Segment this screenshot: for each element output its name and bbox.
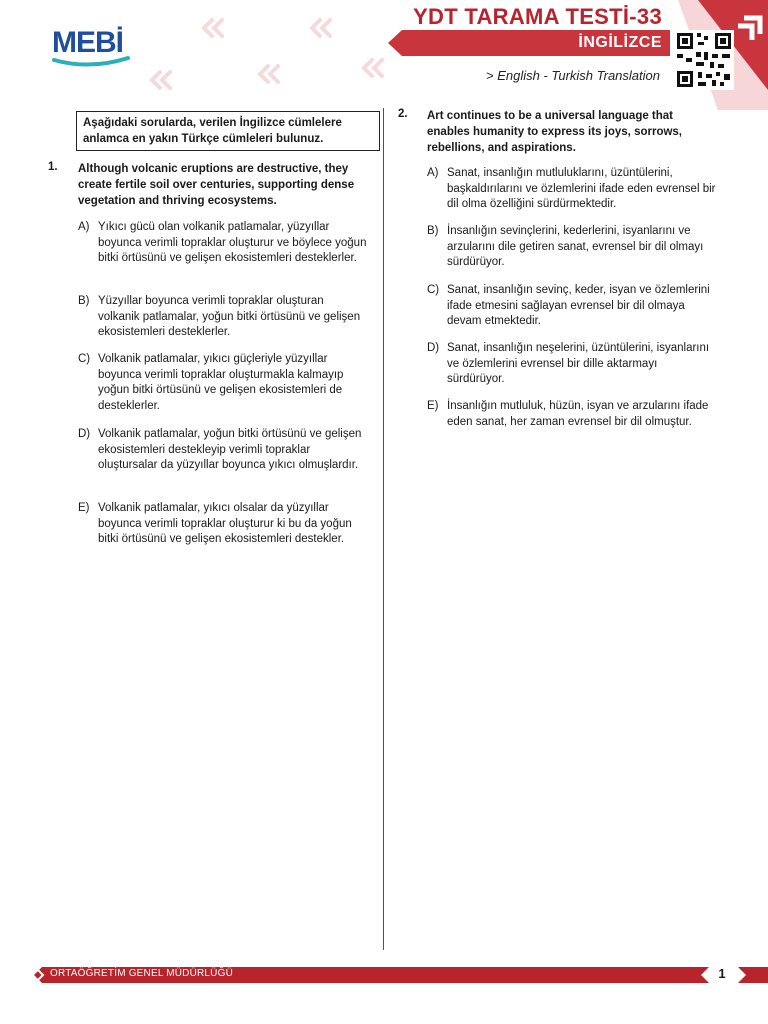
qr-code-icon[interactable]: [674, 30, 734, 90]
option-text: Volkanik patlamalar, yıkıcı olsalar da yüzyıllar boyunca verimli topraklar oluşturur ki bu da yoğun bitki örtüsünü ve gelişen ekosistemleri destekler.: [98, 502, 352, 545]
option-letter: B): [427, 225, 439, 237]
mebi-logo: [52, 22, 132, 70]
option-text: Sanat, insanlığın mutluluklarını, üzüntülerini, başkaldırılarını ve özlemlerini ifade eden evrensel bir dil olma özelliğini sürdürmektedir.: [447, 167, 716, 210]
answer-option[interactable]: [78, 427, 368, 474]
translation-type: > English - Turkish Translation: [485, 68, 660, 83]
option-text: Yıkıcı gücü olan volkanik patlamalar, yüzyıllar boyunca verimli topraklar oluşturur ve böylece yoğun bitki örtüsünü ve gelişen ekosistemleri desteklerler.: [98, 221, 367, 264]
instructions-box: Aşağıdaki sorularda, verilen İngilizce cümlelere anlamca en yakın Türkçe cümleleri bulunuz.: [76, 111, 380, 151]
option-text: Sanat, insanlığın sevinç, keder, isyan ve özlemlerini ifade etmesini sağlayan evrensel bir dil olmaya devam etmektedir.: [447, 284, 710, 327]
test-title: YDT TARAMA TESTİ-33: [413, 4, 662, 29]
question-number: 1.: [48, 161, 58, 173]
option-letter: C): [427, 284, 440, 296]
answer-option[interactable]: [78, 220, 368, 267]
answer-option[interactable]: [427, 224, 717, 271]
option-text: Volkanik patlamalar, yıkıcı güçleriyle yüzyıllar boyunca verimli topraklar oluşturmakla kalmayıp yoğun bitki örtüsünü ve gelişen ekosistemleri de desteklerler.: [98, 353, 344, 412]
option-text: Yüzyıllar boyunca verimli topraklar oluşturan volkanik patlamalar, yoğun bitki örtüsünü ve gelişen ekosistemleri desteklerler.: [98, 295, 361, 338]
subject-label: İNGİLİZCE: [578, 34, 662, 51]
question-stem: Although volcanic eruptions are destructive, they create fertile soil over centuries, supporting dense vegetation and thriving ecosystems.: [78, 163, 355, 207]
option-letter: A): [427, 167, 439, 179]
logo-text: MEBİ: [52, 26, 123, 59]
option-text: Sanat, insanlığın neşelerini, üzüntülerini, isyanlarını ve özlemlerini evrensel bir dille aktarmayı sürdürüyor.: [447, 342, 710, 385]
option-letter: E): [78, 502, 90, 514]
question-number: 2.: [398, 108, 408, 120]
answer-option[interactable]: [78, 501, 368, 548]
option-letter: E): [427, 400, 439, 412]
decorative-chevrons: [140, 10, 400, 100]
question-stem: Art continues to be a universal language that enables humanity to express its joys, sorrows, rebellions, and aspirations.: [427, 110, 683, 154]
answer-option[interactable]: [427, 341, 717, 388]
answer-option[interactable]: [427, 399, 717, 430]
option-letter: D): [78, 428, 91, 440]
option-text: İnsanlığın mutluluk, hüzün, isyan ve arzularını ifade eden sanat, her zaman evrensel bir dil olmuştur.: [447, 400, 709, 428]
answer-option[interactable]: [78, 352, 368, 414]
footer-arrow-icon: [738, 967, 768, 983]
footer-organization: ORTAÖĞRETİM GENEL MÜDÜRLÜĞÜ: [50, 968, 234, 979]
option-letter: D): [427, 342, 440, 354]
answer-option[interactable]: [78, 294, 368, 341]
option-text: Volkanik patlamalar, yoğun bitki örtüsünü ve gelişen ekosistemleri destekleyip verimli topraklar oluştursalar da yüzyıllar boyunca yıkıcı olmuşlardır.: [98, 428, 362, 471]
column-divider: [383, 108, 384, 950]
option-letter: B): [78, 295, 90, 307]
option-letter: A): [78, 221, 90, 233]
page-number: 1: [718, 966, 726, 981]
option-text: İnsanlığın sevinçlerini, kederlerini, isyanlarını ve arzularını dile getiren sanat, evrensel bir dil olmayı sürdürüyor.: [447, 225, 704, 268]
option-letter: C): [78, 353, 91, 365]
answer-option[interactable]: [427, 283, 717, 330]
answer-option[interactable]: [427, 166, 717, 213]
